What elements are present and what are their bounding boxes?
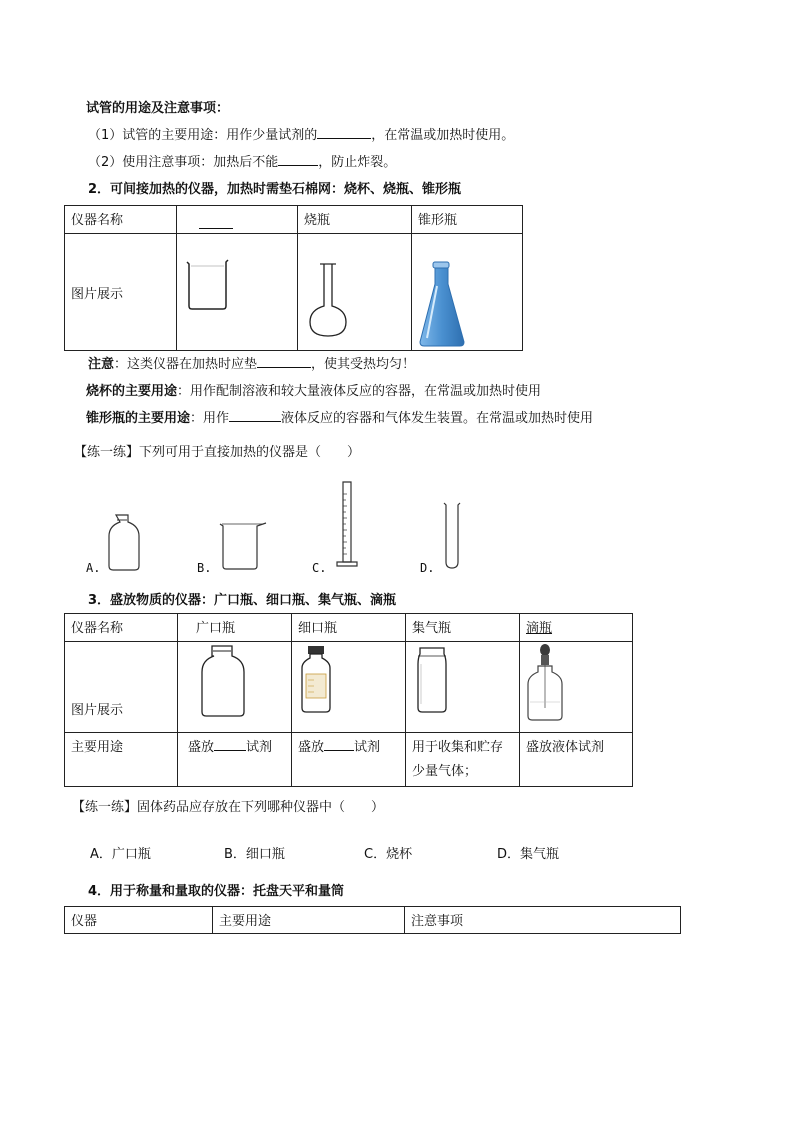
blank-narrow-mouth-reagent[interactable]: [324, 737, 354, 751]
practice1-question: 【练一练】下列可用于直接加热的仪器是（ ）: [74, 445, 361, 460]
practice2-question: 【练一练】固体药品应存放在下列哪种仪器中（ ）: [72, 800, 385, 815]
section1-heading: 试管的用途及注意事项：: [86, 101, 230, 116]
note-pre: ：这类仪器在加热时应垫: [114, 357, 258, 372]
cell-dropper-bottle-name: 滴瓶: [520, 614, 633, 642]
cell-dropper-bottle-image: [520, 642, 633, 733]
blank-instrument-name[interactable]: [199, 215, 233, 229]
cell-erlenmeyer-image: [412, 234, 523, 351]
use2-post: 试剂: [246, 740, 273, 755]
cell-gas-jar-use: [406, 733, 520, 787]
round-flask-icon: [298, 234, 411, 350]
practice2-option-b[interactable]: B．细口瓶: [224, 847, 285, 862]
option-d-label: D.: [420, 561, 435, 575]
cell-beaker-image: [177, 234, 298, 351]
cell-gas-jar-name: 集气瓶: [406, 614, 520, 642]
cell-wide-mouth-use: [178, 733, 292, 787]
cell-flask-image: [298, 234, 412, 351]
cell-blank-name: [177, 206, 298, 234]
graduated-cylinder-icon: [311, 480, 371, 572]
cell-gas-jar-image: [406, 642, 520, 733]
cell-w-col1: 仪器: [65, 907, 213, 934]
cell-w-col2: 主要用途: [213, 907, 405, 934]
blank-after-heating[interactable]: [278, 152, 318, 166]
cell-narrow-mouth-use: [292, 733, 406, 787]
section1-line2-pre: （2）使用注意事项：加热后不能: [88, 155, 279, 170]
option-b-label: B.: [197, 561, 212, 575]
weighing-table: [64, 906, 681, 934]
cell-row2-label: 图片展示: [65, 234, 177, 351]
section1-line1-pre: （1）试管的主要用途：用作少量试剂的: [88, 128, 318, 143]
practice1-option-c[interactable]: [311, 480, 371, 572]
section1-line1: [88, 124, 514, 143]
note-post: ，使其受热均匀！: [311, 357, 416, 372]
use3-pre: 盛放: [298, 740, 325, 755]
erlenmeyer-use-pre: ：用作: [190, 411, 230, 426]
practice2-option-c[interactable]: C．烧杯: [364, 847, 413, 862]
option-c-label: C.: [312, 561, 327, 575]
section1-line2: [88, 151, 396, 170]
cell-s-row2-label: 图片展示: [65, 642, 178, 733]
beaker-use-label: 烧杯的主要用途: [86, 384, 178, 399]
section4-heading: 4．用于称量和量取的仪器：托盘天平和量筒: [88, 884, 345, 899]
gas-jar-icon: [406, 642, 519, 732]
use4-line1: 用于收集和贮存: [412, 740, 504, 755]
note-line: [88, 353, 415, 372]
cell-s-row3-label: 主要用途: [65, 733, 178, 787]
blank-heating-pad[interactable]: [257, 354, 311, 368]
cell-narrow-mouth-name: 细口瓶: [292, 614, 406, 642]
wide-mouth-bottle-icon: [178, 642, 291, 732]
dropper-bottle-icon: [520, 642, 632, 732]
cell-wide-mouth-name: 广口瓶: [178, 614, 292, 642]
blank-wide-mouth-reagent[interactable]: [214, 737, 246, 751]
section3-heading: 3．盛放物质的仪器：广口瓶、细口瓶、集气瓶、滴瓶: [88, 593, 397, 608]
practice2-option-d[interactable]: D．集气瓶: [497, 847, 560, 862]
cell-wide-mouth-image: [178, 642, 292, 733]
section1-line1-post: ，在常温或加热时使用。: [371, 128, 515, 143]
cell-narrow-mouth-image: [292, 642, 406, 733]
storage-table: [64, 613, 633, 787]
practice2-option-a[interactable]: A．广口瓶: [90, 847, 151, 862]
use4-line2: 少量气体；: [412, 764, 478, 779]
section2-heading: 2．可间接加热的仪器，加热时需垫石棉网：烧杯、烧瓶、锥形瓶: [88, 182, 462, 197]
cell-dropper-bottle-use: 盛放液体试剂: [520, 733, 633, 787]
beaker-icon: [177, 234, 297, 350]
narrow-mouth-bottle-icon: [292, 642, 405, 732]
cell-s-row1-label: 仪器名称: [65, 614, 178, 642]
option-a-label: A.: [86, 561, 101, 575]
erlenmeyer-use-post: 液体反应的容器和气体发生装置。在常温或加热时使用: [281, 411, 594, 426]
use2-pre: 盛放: [188, 740, 215, 755]
cell-w-col3: 注意事项: [405, 907, 681, 934]
erlenmeyer-use-line: [86, 407, 593, 426]
section1-line2-post: ，防止炸裂。: [318, 155, 397, 170]
note-label: 注意: [88, 357, 115, 372]
indirect-heating-table: [64, 205, 523, 351]
cell-flask-name: 烧瓶: [298, 206, 412, 234]
use3-post: 试剂: [354, 740, 381, 755]
blank-liquid-reaction[interactable]: [229, 408, 281, 422]
cell-erlenmeyer-name: 锥形瓶: [412, 206, 523, 234]
erlenmeyer-use-label: 锥形瓶的主要用途: [86, 411, 191, 426]
beaker-use-text: ：用作配制溶液和较大量液体反应的容器，在常温或加热时使用: [177, 384, 542, 399]
beaker-use-line: [86, 380, 541, 399]
cell-row1-label: 仪器名称: [65, 206, 177, 234]
erlenmeyer-flask-icon: [412, 234, 522, 350]
blank-reagent-amount[interactable]: [317, 125, 371, 139]
